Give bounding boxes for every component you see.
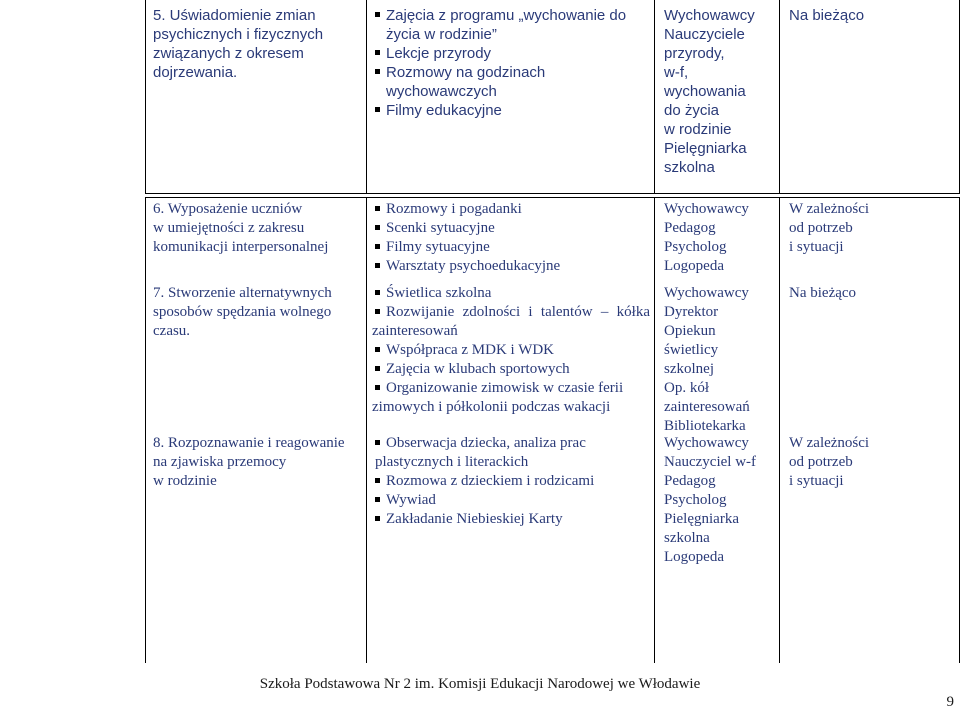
method-item: Organizowanie zimowisk w czasie ferii (372, 379, 650, 398)
row5-topic: 5. Uświadomienie zmian psychicznych i fizycznych związanych z okresem dojrzewania. (153, 7, 324, 81)
method-item: Obserwacja dziecka, analiza prac (372, 434, 650, 453)
table-col-line-3b (654, 197, 655, 663)
row8-term: W zależności od potrzeb i sytuacji (789, 435, 870, 489)
row6-responsible: Wychowawcy Pedagog Psycholog Logopeda (664, 201, 749, 274)
bullet-square-icon (375, 497, 380, 502)
method-item: Warsztaty psychoedukacyjne (372, 257, 650, 276)
table-col-line-1b (145, 197, 146, 663)
row7-term: Na bieżąco (789, 285, 857, 301)
method-item: zainteresowań (372, 323, 458, 339)
row6-topic: 6. Wyposażenie uczniów w umiejętności z zakresu komunikacji interpersonalnej (153, 201, 329, 255)
table-col-line-4 (779, 0, 780, 194)
method-item: Zajęcia w klubach sportowych (372, 360, 650, 379)
method-item: plastycznych i literackich (375, 454, 529, 470)
method-item: Filmy sytuacyjne (372, 238, 650, 257)
bullet-square-icon (375, 12, 380, 17)
bullet-square-icon (375, 69, 380, 74)
bullet-square-icon (375, 244, 380, 249)
bullet-square-icon (375, 107, 380, 112)
bullet-square-icon (375, 478, 380, 483)
page-number: 9 (946, 694, 954, 710)
bullet-square-icon (375, 309, 380, 314)
bullet-square-icon (375, 225, 380, 230)
table-col-line-4b (779, 197, 780, 663)
row5-term: Na bieżąco (789, 7, 865, 24)
method-item: Zakładanie Niebieskiej Karty (372, 510, 650, 529)
bullet-square-icon (375, 347, 380, 352)
row6-term: W zależności od potrzeb i sytuacji (789, 201, 870, 255)
method-item: wychowawczych (386, 83, 497, 100)
row5-methods (372, 6, 650, 120)
bullet-square-icon (375, 263, 380, 268)
row8-methods (372, 434, 650, 529)
table-col-line-1 (145, 0, 146, 194)
bullet-square-icon (375, 290, 380, 295)
method-item: zimowych i półkolonii podczas wakacji (372, 399, 611, 415)
bullet-square-icon (375, 516, 380, 521)
method-item: Rozmowy i pogadanki (372, 200, 650, 219)
row6-methods (372, 200, 650, 276)
row7-methods (372, 284, 650, 417)
bullet-square-icon (375, 206, 380, 211)
table-col-line-3 (654, 0, 655, 194)
row8-responsible: Wychowawcy Nauczyciel w-f Pedagog Psycholog Pielęgniarka szkolna Logopeda (664, 435, 757, 565)
row7-topic: 7. Stworzenie alternatywnych sposobów spędzania wolnego czasu. (153, 285, 332, 339)
page-footer: Szkoła Podstawowa Nr 2 im. Komisji Edukacji Narodowej we Włodawie (259, 676, 701, 692)
row8-topic: 8. Rozpoznawanie i reagowanie na zjawiska przemocy w rodzinie (153, 435, 345, 489)
bullet-square-icon (375, 385, 380, 390)
table-border-top-row5-bottom (145, 193, 960, 194)
method-item: Wywiad (372, 491, 650, 510)
table-col-line-2b (366, 197, 367, 663)
row5-responsible: Wychowawcy Nauczyciele przyrody, w-f, wychowania do życia w rodzinie Pielęgniarka szkolna (664, 7, 755, 176)
method-item: Rozmowa z dzieckiem i rodzicami (372, 472, 650, 491)
method-item: życia w rodzinie” (386, 26, 497, 43)
bullet-square-icon (375, 50, 380, 55)
row7-responsible: Wychowawcy Dyrektor Opiekun świetlicy szkolnej Op. kół zainteresowań Bibliotekarka (664, 285, 750, 434)
method-item: Rozmowy na godzinach (372, 63, 650, 82)
method-item: Świetlica szkolna (372, 284, 650, 303)
method-item: Współpraca z MDK i WDK (372, 341, 650, 360)
bullet-square-icon (375, 366, 380, 371)
method-item: Rozwijanie zdolności i talentów – kółka (372, 303, 650, 322)
table-border-row6-top (145, 197, 960, 198)
method-item: Lekcje przyrody (372, 44, 650, 63)
bullet-square-icon (375, 440, 380, 445)
method-item: Filmy edukacyjne (372, 101, 650, 120)
method-item: Zajęcia z programu „wychowanie do (372, 6, 650, 25)
method-item: Scenki sytuacyjne (372, 219, 650, 238)
table-col-line-2 (366, 0, 367, 194)
